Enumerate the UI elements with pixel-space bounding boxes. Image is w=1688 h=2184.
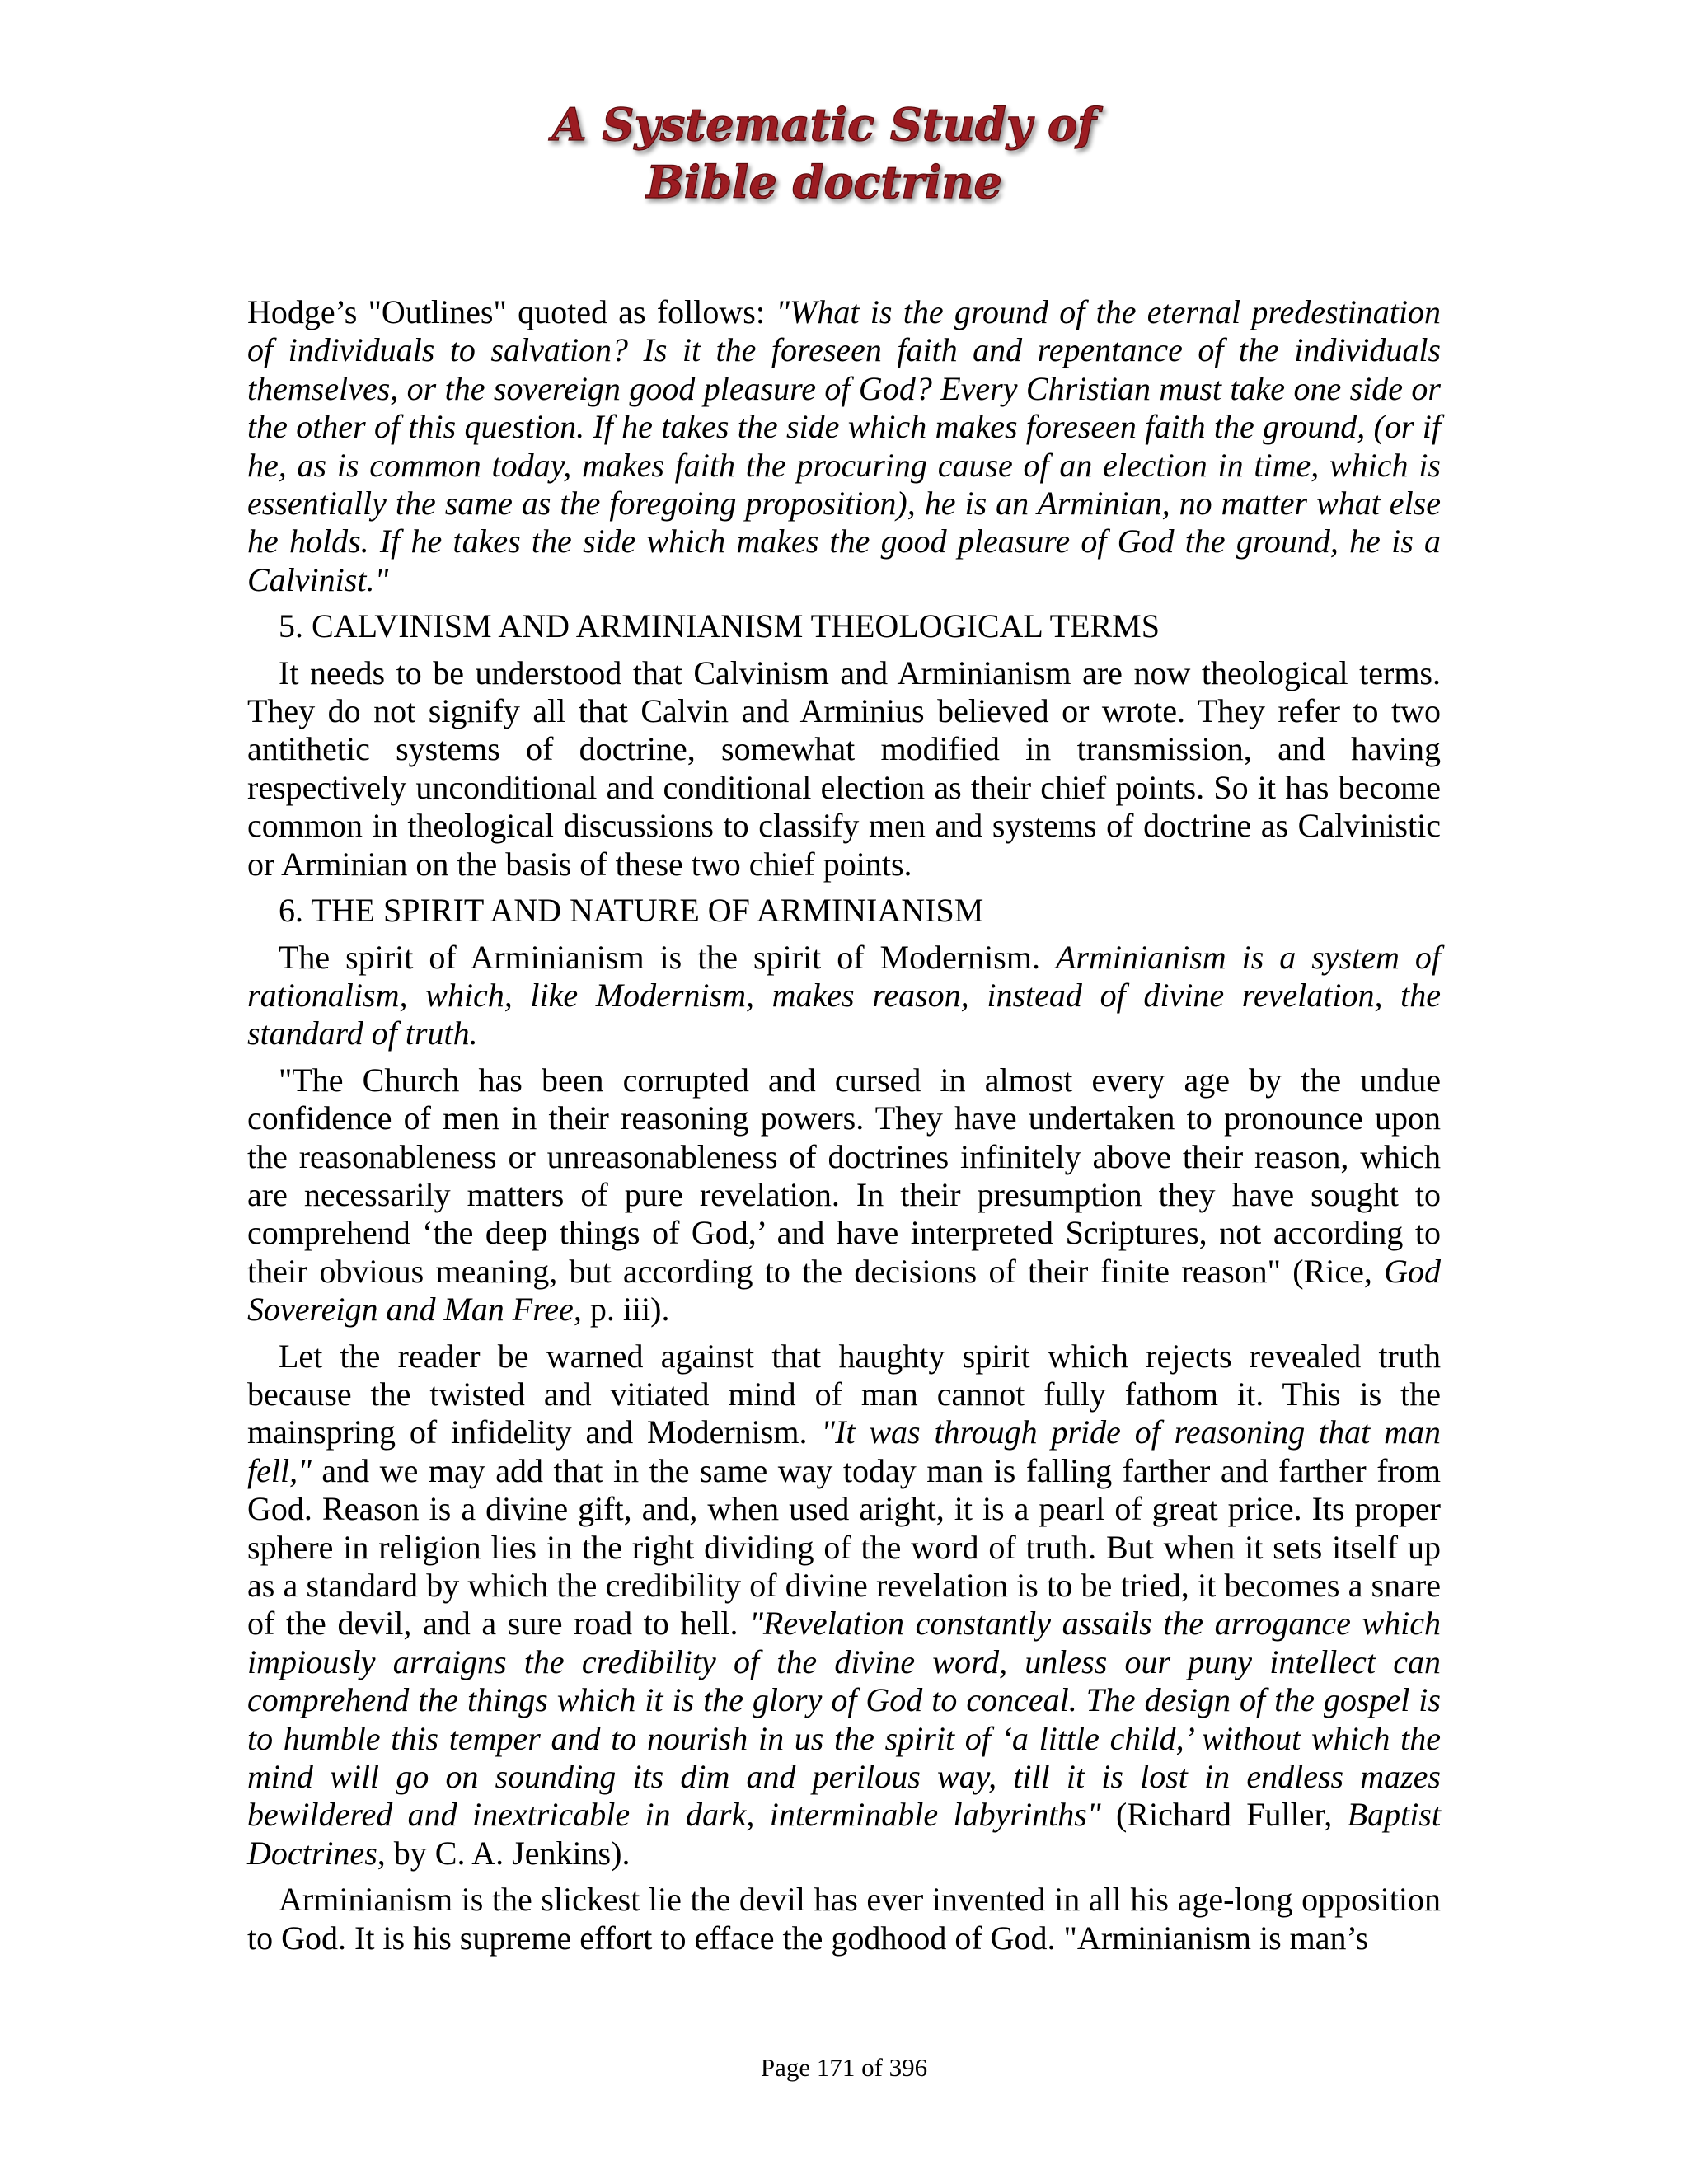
paragraph [247,1062,1441,1329]
book-title-logo [511,89,1137,221]
text-run: , p. iii). [573,1291,670,1329]
text-run: The spirit of Arminianism is the spirit of Modernism. [279,938,1056,976]
body-text [247,293,1441,1966]
italic-text: Baptist Doctrines [247,1796,1441,1872]
section-heading [247,892,1441,930]
text-run: 5. CALVINISM AND ARMINIANISM THEOLOGICAL TERMS [279,607,1160,645]
paragraph [247,293,1441,599]
paragraph [247,1881,1441,1957]
italic-text: Arminianism is a system of rationalism, which, like Modernism, makes reason, instead of divine revelation, the standard of truth. [247,938,1441,1052]
text-run: (Richard Fuller, [1100,1796,1348,1834]
section-heading [247,607,1441,645]
text-run: Let the reader be warned against that haughty spirit which rejects revealed truth because the twisted and vitiated mind of man cannot fully fathom it. This is the mainspring of infidelity and Modernism. [247,1337,1441,1451]
logo-line-1: A Systematic Study of [551,98,1097,151]
italic-text: "It was through pride of reasoning that man fell," [247,1413,1441,1489]
italic-text: "Revelation constantly assails the arrogance which impiously arraigns the credibility of the divine word, unless our puny intellect can comprehend the things which it is the glory of God to conceal. The design of the gospel is to humble this temper and to nourish in us the spirit of ‘a little child,’ without which the mind will go on sounding its dim and perilous way, till it is lost in endless mazes bewildered and inextricable in dark, interminable labyrinths" [247,1605,1441,1834]
text-run: Hodge’s "Outlines" quoted as follows: [247,293,776,330]
paragraph [247,1338,1441,1873]
italic-text: God Sovereign and Man Free [247,1252,1441,1329]
text-run: Arminianism is the slickest lie the devil has ever invented in all his age-long opposition to God. It is his supreme effort to efface the godhood of God. "Arminianism is man’s [247,1881,1441,1957]
text-run: It needs to be understood that Calvinism and Arminianism are now theological terms. They do not signify all that Calvin and Arminius believed or wrote. They refer to two antithetic systems of doctrine, somewhat modified in transmission, and having respectively unconditional and conditional election as their chief points. So it has become common in theological discussions to classify men and systems of doctrine as Calvinistic or Arminian on the basis of these two chief points. [247,654,1441,883]
paragraph [247,654,1441,883]
page-number: Page 171 of 396 [760,2053,928,2082]
logo-line-2: Bible doctrine [646,156,1002,209]
italic-text: "What is the ground of the eternal predestination of individuals to salvation? Is it the foreseen faith and repentance of the individuals themselves, or the sovereign good pleasure of God? Every Christian must take one side or the other of this question. If he takes the side which makes foreseen faith the ground, (or if he, as is common today, makes faith the procuring cause of an election in time, which is essentially the same as the foregoing proposition), he is an Arminian, no matter what else he holds. If he takes the side which makes the good pleasure of God the ground, he is a Calvinist." [247,293,1441,598]
text-run: 6. THE SPIRIT AND NATURE OF ARMINIANISM [279,892,984,930]
text-run: and we may add that in the same way today man is falling farther and farther from God. Reason is a divine gift, and, when used aright, it is a pearl of great price. Its proper sphere in religion lies in the right dividing of the word of truth. But when it sets itself up as a standard by which the credibility of divine revelation is to be tried, it becomes a snare of the devil, and a sure road to hell. [247,1451,1441,1643]
text-run: , by C. A. Jenkins). [377,1834,631,1872]
text-run: "The Church has been corrupted and cursed in almost every age by the undue confidence of men in their reasoning powers. They have undertaken to pronounce upon the reasonableness or unreasonableness of doctrines infinitely above their reason, which are necessarily matters of pure revelation. In their presumption they have sought to comprehend ‘the deep things of God,’ and have interpreted Scriptures, not according to their obvious meaning, but according to the decisions of their finite reason" (Rice, [247,1061,1441,1290]
paragraph [247,939,1441,1053]
